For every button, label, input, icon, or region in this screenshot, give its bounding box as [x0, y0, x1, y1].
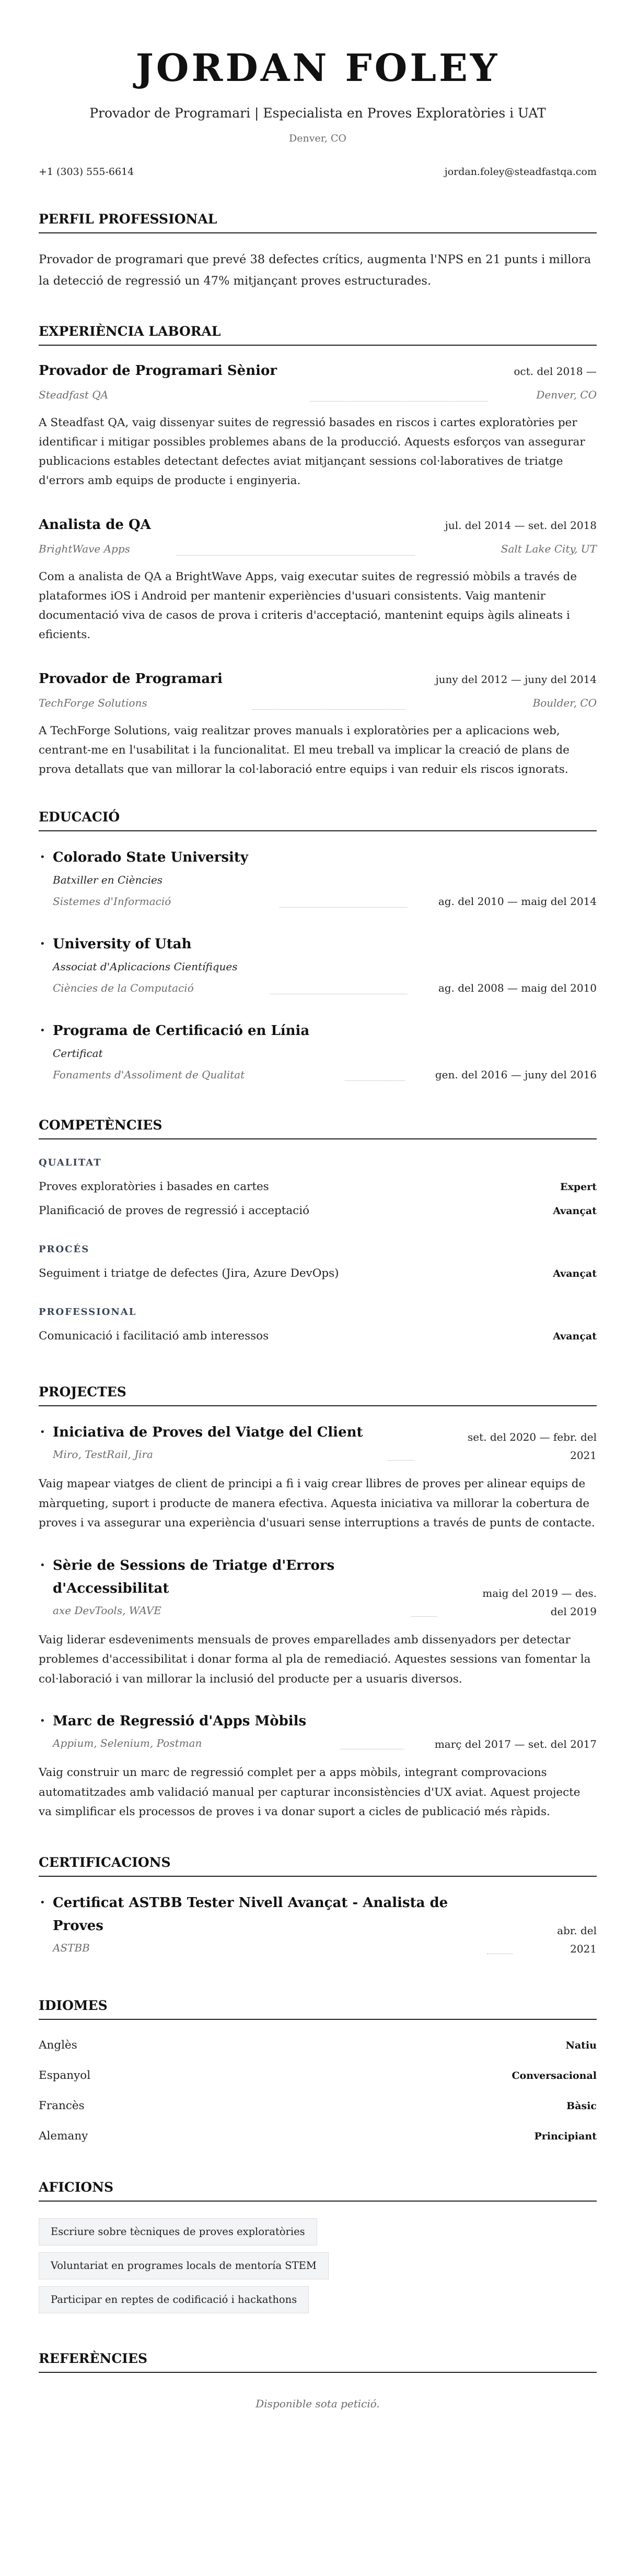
section-heading-skills: COMPETÈNCIES — [39, 1118, 597, 1139]
degree: Associat d'Aplicacions Científiques — [53, 960, 238, 973]
hobby-chip: Participar en reptes de codificació i hackathons — [39, 2286, 309, 2313]
language-name: Anglès — [39, 2038, 77, 2052]
job-description: Com a analista de QA a BrightWave Apps, vaig executar suites de regressió mòbils a través de plataformes iOS i Android per mantenir experiències d'usuari consistents. Vaig mantenir documentació viva de casos de prova i criteris d'acceptació, mantenint equips àgils alineats i eficients. — [39, 570, 577, 641]
company: BrightWave Apps — [39, 543, 130, 555]
bullet-icon: • — [40, 852, 45, 863]
project-dates: set. del 2020 — febr. del 2021 — [467, 1431, 597, 1462]
institution: Programa de Certificació en Línia — [53, 1023, 310, 1039]
bullet-icon: • — [40, 1427, 45, 1438]
job-location: Denver, CO — [536, 389, 597, 401]
dotted-leader — [388, 1460, 414, 1461]
section-heading-experience: EXPERIÈNCIA LABORAL — [39, 324, 597, 346]
degree: Batxiller en Ciències — [53, 874, 163, 886]
skill-list — [39, 1324, 597, 1348]
resume-content — [0, 47, 627, 2410]
skill-name: Comunicació i facilitació amb interessos — [39, 1330, 269, 1343]
hobby-chip: Voluntariat en programes locals de mentoría STEM — [39, 2252, 329, 2279]
job-dates: jul. del 2014 — set. del 2018 — [445, 519, 597, 532]
education-item — [39, 933, 597, 998]
bullet-icon: • — [40, 1715, 45, 1726]
certification-issuer: ASTBB — [53, 1941, 90, 1954]
candidate-headline: Provador de Programari | Especialista en Proves Exploratòries i UAT — [89, 105, 546, 121]
bullet-icon: • — [40, 1559, 45, 1571]
skill-level: Avançat — [553, 1205, 597, 1217]
email-link[interactable]: jordan.foley@steadfastqa.com — [444, 166, 597, 178]
project-tech: Appium, Selenium, Postman — [53, 1737, 202, 1749]
job-dates: oct. del 2018 — — [514, 365, 597, 378]
project-item — [39, 1554, 597, 1689]
field-of-study: Ciències de la Computació — [53, 982, 194, 994]
company: Steadfast QA — [39, 389, 109, 401]
job-title: Provador de Programari Sènior — [39, 363, 277, 379]
skill-list — [39, 1175, 597, 1223]
degree: Certificat — [53, 1047, 103, 1060]
skill-item — [39, 1175, 597, 1199]
project-description: Vaig construir un marc de regressió complet per a apps mòbils, integrant comprovacions automatitzades amb validació manual per capturar inconsistències d'UX aviat. Aquest projecte va simplificar els processos de proves i va donar suport a cicles de publicació més ràpids. — [39, 1766, 580, 1818]
job-dates: juny del 2012 — juny del 2014 — [435, 673, 597, 686]
project-tech: axe DevTools, WAVE — [53, 1604, 161, 1617]
skill-item — [39, 1262, 597, 1286]
section-heading-education: EDUCACIÓ — [39, 809, 597, 831]
skill-item — [39, 1324, 597, 1348]
certification-date: abr. del 2021 — [557, 1924, 597, 1955]
project-dates: maig del 2019 — des. del 2019 — [482, 1586, 597, 1618]
bullet-icon: • — [40, 1025, 45, 1036]
job-title: Analista de QA — [39, 517, 151, 533]
project-item — [39, 1421, 597, 1533]
job-location: Salt Lake City, UT — [501, 543, 597, 555]
project-tech: Miro, TestRail, Jira — [53, 1448, 153, 1461]
job-location: Boulder, CO — [532, 697, 597, 709]
skill-level: Expert — [560, 1181, 597, 1193]
project-dates: març del 2017 — set. del 2017 — [434, 1738, 597, 1750]
language-item — [39, 2061, 597, 2091]
certification-item — [39, 1891, 597, 1958]
dotted-leader — [177, 555, 415, 556]
field-of-study: Fonaments d'Assoliment de Qualitat — [53, 1068, 245, 1081]
field-of-study: Sistemes d'Informació — [53, 895, 171, 908]
experience-item — [39, 517, 597, 644]
job-description: A Steadfast QA, vaig dissenyar suites de regressió basades en riscos i cartes exploratòries per identificar i mitigar possibles problemes abans de la producció. Aquests esforços van assegurar publicacions estables detectant defectes aviat mitjançant sessions col·laboratives de triatge d'errors amb equips de producte i enginyeria. — [39, 416, 585, 487]
skill-name: Seguiment i triatge de defectes (Jira, Azure DevOps) — [39, 1267, 339, 1280]
skill-item — [39, 1199, 597, 1223]
company: TechForge Solutions — [39, 697, 147, 709]
project-title: Marc de Regressió d'Apps Mòbils — [53, 1713, 307, 1729]
language-item — [39, 2091, 597, 2121]
skill-category: PROFESSIONAL — [39, 1307, 137, 1318]
skill-name: Planificació de proves de regressió i acceptació — [39, 1204, 310, 1217]
project-title: Sèrie de Sessions de Triatge d'Errors d'Accessibilitat — [53, 1557, 335, 1596]
experience-item — [39, 363, 597, 490]
section-heading-certifications: CERTIFICACIONS — [39, 1855, 597, 1877]
language-item — [39, 2121, 597, 2151]
job-description: A TechForge Solutions, vaig realitzar proves manuals i exploratòries per a aplicacions web, centrant-me en l'usabilitat i la funcionalitat. El meu treball va implicar la creació de plans de prova detallats que van millorar la col·laboració entre equips i van reduir els riscos ignorats. — [39, 724, 570, 776]
language-item — [39, 2030, 597, 2061]
hobby-list — [39, 2218, 597, 2313]
skill-list — [39, 1262, 597, 1286]
language-level: Natiu — [565, 2039, 597, 2051]
dotted-leader — [252, 709, 405, 710]
language-level: Bàsic — [566, 2100, 597, 2112]
education-item — [39, 1019, 597, 1085]
institution: University of Utah — [53, 936, 192, 952]
project-title: Iniciativa de Proves del Viatge del Client — [53, 1425, 363, 1440]
dotted-leader — [411, 1616, 437, 1617]
dotted-leader — [310, 401, 488, 402]
skill-category: PROCÉS — [39, 1244, 90, 1255]
phone: +1 (303) 555-6614 — [39, 166, 134, 178]
experience-item — [39, 671, 597, 779]
references-note: Disponible sota petició. — [256, 2397, 380, 2410]
section-heading-projects: PROJECTES — [39, 1384, 597, 1406]
language-list — [39, 2030, 597, 2151]
bullet-icon: • — [40, 938, 45, 949]
skill-level: Avançat — [553, 1331, 597, 1342]
skill-level: Avançat — [553, 1268, 597, 1279]
certification-title: Certificat ASTBB Tester Nivell Avançat - Analista de Proves — [53, 1895, 448, 1934]
education-dates: gen. del 2016 — juny del 2016 — [435, 1068, 597, 1081]
dotted-leader — [280, 907, 407, 908]
language-name: Espanyol — [39, 2068, 91, 2082]
hobby-chip: Escriure sobre tècniques de proves exploratòries — [39, 2218, 317, 2245]
contact-row — [39, 166, 597, 178]
bullet-icon: • — [40, 1897, 45, 1908]
language-name: Alemany — [39, 2129, 88, 2143]
section-heading-hobbies: AFICIONS — [39, 2180, 597, 2202]
skill-name: Proves exploratòries i basades en cartes — [39, 1180, 269, 1193]
project-description: Vaig mapear viatges de client de principi a fi i vaig crear llibres de proves per alinear equips de màrqueting, suport i producte de manera efectiva. Aquesta iniciativa va millorar la cobertura de proves i va assegurar una experiència d'usuari sense interruptions a través de punts de contacte. — [39, 1477, 595, 1530]
candidate-location: Denver, CO — [289, 133, 346, 144]
institution: Colorado State University — [53, 850, 249, 865]
language-level: Principiant — [534, 2130, 597, 2142]
project-description: Vaig liderar esdeveniments mensuals de proves emparellades amb dissenyadors per detectar problemes d'accessibilitat i donar forma al pla de remediació. Aquestes sessions van fomentar la col·laboració i van millorar la inclusió del producte per a usuaris diversos. — [39, 1633, 591, 1686]
candidate-name: JORDAN FOLEY — [135, 45, 500, 90]
section-heading-languages: IDIOMES — [39, 1998, 597, 2020]
language-name: Francès — [39, 2099, 85, 2112]
language-level: Conversacional — [512, 2069, 597, 2081]
project-item — [39, 1710, 597, 1822]
section-heading-references: REFERÈNCIES — [39, 2351, 597, 2373]
section-heading-profile: PERFIL PROFESSIONAL — [39, 211, 597, 233]
dotted-leader — [345, 1080, 405, 1081]
profile-summary: Provador de programari que prevé 38 defectes crítics, augmenta l'NPS en 21 punts i millora la detecció de regressió un 47% mitjançant proves estructurades. — [39, 253, 591, 288]
job-title: Provador de Programari — [39, 671, 223, 687]
education-dates: ag. del 2010 — maig del 2014 — [438, 895, 597, 908]
education-item — [39, 846, 597, 912]
skill-category: QUALITAT — [39, 1157, 102, 1168]
education-dates: ag. del 2008 — maig del 2010 — [438, 982, 597, 994]
